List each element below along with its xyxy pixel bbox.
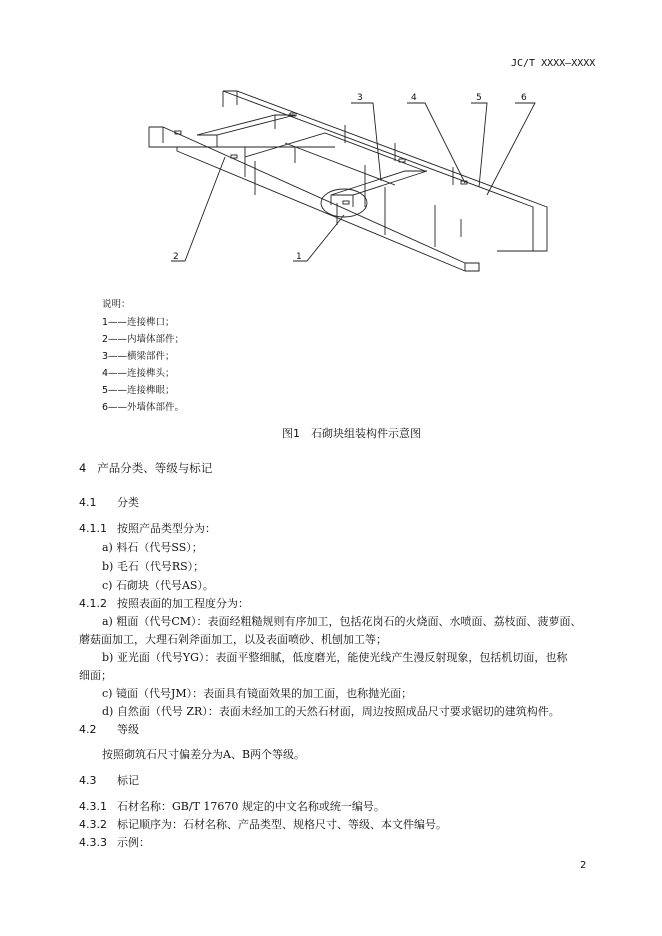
leader-2	[171, 157, 225, 261]
clause-text: 标记顺序为：石材名称、产品类型、规格尺寸、等级、本文件编号。	[117, 818, 447, 831]
subsection-number: 4.3	[79, 774, 97, 787]
legend-item: 5——连接榫眼；	[102, 385, 175, 396]
clause-text: 按照产品类型分为：	[117, 522, 216, 535]
clause-4-1-1	[79, 520, 216, 536]
legend-item: 4——连接榫头；	[102, 368, 175, 379]
list-item: b) 毛石（代号RS）；	[102, 560, 205, 573]
list-item-b: b) 亚光面（代号YG）：表面平整细腻，低度磨光，能使光线产生漫反射现象，包括机切面，也称	[102, 651, 568, 664]
list-item-d: d) 自然面（代号 ZR）：表面未经加工的天然石材面，周边按照成品尺寸要求锯切的建筑构件。	[102, 705, 560, 718]
legend-item: 6——外墙体部件。	[102, 402, 185, 413]
clause-text: 按照表面的加工程度分为：	[117, 597, 249, 610]
page-number: 2	[580, 860, 587, 871]
section-number: 4	[79, 461, 87, 475]
legend-item: 1——连接榫口；	[102, 317, 175, 328]
callout-5: 5	[476, 93, 482, 103]
clause-4-3-1	[79, 798, 385, 814]
callout-2: 2	[173, 252, 179, 262]
legend-title: 说明：	[102, 299, 131, 310]
clause-number: 4.3.1	[79, 800, 107, 813]
outer-wall-back	[223, 91, 533, 251]
cross-beam-right	[331, 171, 427, 195]
list-item-b-cont: 细面；	[79, 669, 112, 682]
figure-caption: 图1 石砌块组装构件示意图	[282, 427, 421, 440]
clause-number: 4.1.1	[79, 522, 107, 535]
cross-beam-left	[197, 115, 295, 135]
outer-wall-front	[149, 127, 465, 271]
clause-number: 4.3.3	[79, 836, 107, 849]
subsection-heading	[79, 494, 139, 510]
legend-item: 2——内墙体部件；	[102, 334, 185, 345]
subsection-heading	[79, 772, 139, 788]
clause-number: 4.1.2	[79, 597, 107, 610]
leader-5	[471, 103, 487, 187]
grade-text: 按照砌筑石尺寸偏差分为A、B两个等级。	[102, 748, 306, 761]
clause-text: 石材名称：GB/T 17670 规定的中文名称或统一编号。	[117, 800, 385, 813]
list-item-c: c) 镜面（代号JM）：表面具有镜面效果的加工面，也称抛光面；	[102, 687, 413, 700]
clause-number: 4.3.2	[79, 818, 107, 831]
section-heading	[79, 460, 212, 476]
legend-item: 3——横梁部件；	[102, 351, 175, 362]
subsection-number: 4.1	[79, 496, 97, 509]
clause-4-1-2	[79, 595, 249, 611]
list-item: c) 石砌块（代号AS）。	[102, 579, 214, 592]
subsection-title: 等级	[117, 723, 139, 736]
leader-6	[487, 103, 535, 195]
doc-number: JC/T XXXX—XXXX	[511, 58, 596, 69]
list-item: a) 料石（代号SS）；	[102, 541, 203, 554]
joint-highlight	[321, 189, 367, 217]
subsection-heading	[79, 721, 139, 737]
callout-4: 4	[411, 93, 417, 103]
callout-3: 3	[357, 93, 363, 103]
clause-text: 示例：	[117, 836, 150, 849]
callout-6: 6	[521, 93, 527, 103]
section-title: 产品分类、等级与标记	[97, 461, 213, 475]
list-item-a: a) 粗面（代号CM）：表面经粗糙规则有序加工，包括花岗石的火烧面、水喷面、荔枝面、菠萝面、	[102, 615, 582, 628]
list-item-a-cont: 蘑菇面加工，大理石剁斧面加工，以及表面喷砂、机刨加工等；	[79, 633, 387, 646]
leader-3	[351, 103, 381, 181]
subsection-title: 标记	[117, 774, 139, 787]
callout-1: 1	[296, 252, 302, 262]
assembly-figure	[135, 85, 555, 275]
clause-4-3-3	[79, 834, 150, 850]
subsection-number: 4.2	[79, 723, 97, 736]
clause-4-3-2	[79, 816, 447, 832]
subsection-title: 分类	[117, 496, 139, 509]
